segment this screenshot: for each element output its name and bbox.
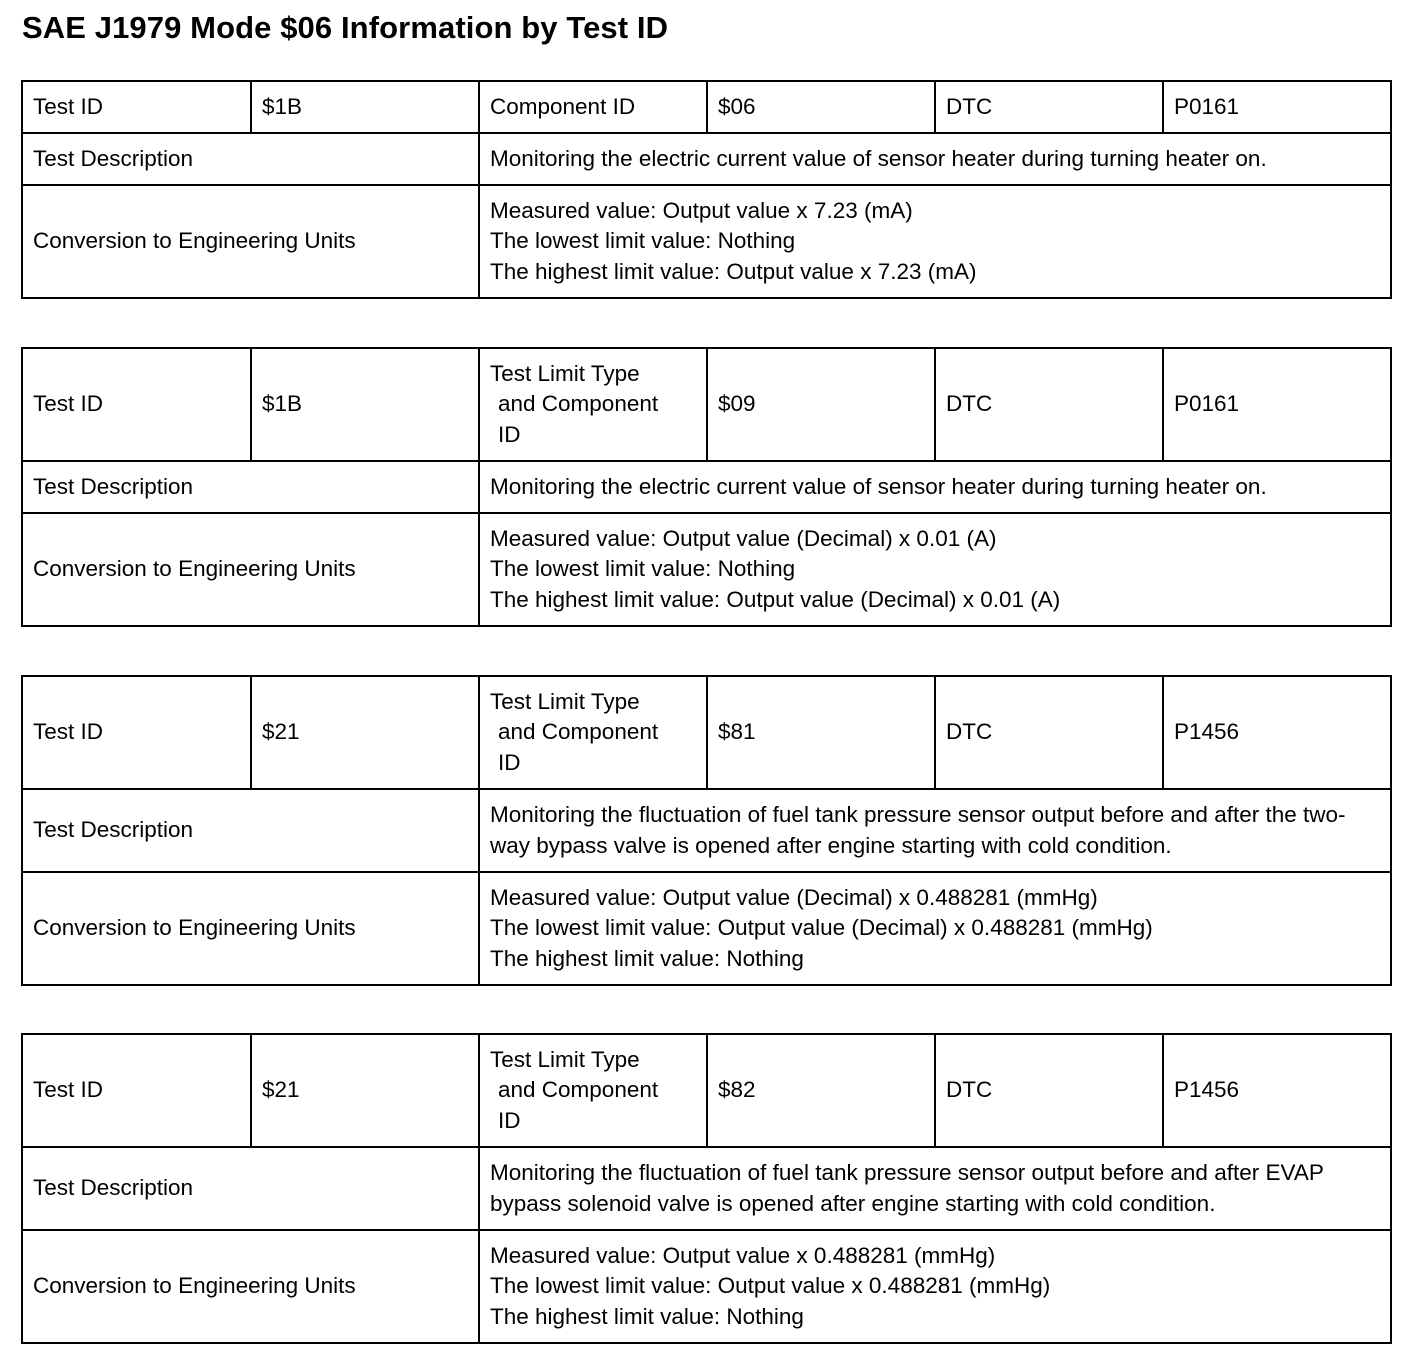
test-id-label: Test ID xyxy=(22,348,251,461)
conversion-value: Measured value: Output value (Decimal) x 0.488281 (mmHg) The lowest limit value: Output value (Decimal) x 0.488281 (mmHg) The highest limit value: Nothing xyxy=(479,872,1391,985)
conversion-label: Conversion to Engineering Units xyxy=(22,1230,479,1343)
test-limit-type-label xyxy=(479,1034,707,1147)
conversion-value: Measured value: Output value (Decimal) x 0.01 (A) The lowest limit value: Nothing The highest limit value: Output value (Decimal) x 0.01 (A) xyxy=(479,513,1391,626)
conversion-value: Measured value: Output value x 7.23 (mA) The lowest limit value: Nothing The highest limit value: Output value x 7.23 (mA) xyxy=(479,185,1391,298)
description-row xyxy=(22,133,1391,185)
test-description-label: Test Description xyxy=(22,133,479,185)
conversion-label: Conversion to Engineering Units xyxy=(22,872,479,985)
test-id-value: $21 xyxy=(251,676,479,789)
label-line: Test Limit Type xyxy=(490,688,640,714)
label-line: and Component xyxy=(498,719,659,745)
dtc-value: P1456 xyxy=(1163,676,1391,789)
component-id-value: $06 xyxy=(707,81,935,133)
component-id-value: $82 xyxy=(707,1034,935,1147)
conversion-row xyxy=(22,872,1391,985)
conversion-label: Conversion to Engineering Units xyxy=(22,185,479,298)
label-line: ID xyxy=(498,749,521,775)
test-description-value: Monitoring the fluctuation of fuel tank pressure sensor output before and after the two-way bypass valve is opened after engine starting with cold condition. xyxy=(479,789,1391,872)
conversion-value: Measured value: Output value x 0.488281 (mmHg) The lowest limit value: Output value x 0.488281 (mmHg) The highest limit value: Nothing xyxy=(479,1230,1391,1343)
test-id-value: $1B xyxy=(251,348,479,461)
label-line: Test Limit Type xyxy=(490,1046,640,1072)
test-description-value: Monitoring the electric current value of sensor heater during turning heater on. xyxy=(479,133,1391,185)
test-id-value: $21 xyxy=(251,1034,479,1147)
dtc-label: DTC xyxy=(935,81,1163,133)
test-limit-type-label xyxy=(479,676,707,789)
conversion-label: Conversion to Engineering Units xyxy=(22,513,479,626)
label-line: and Component xyxy=(498,391,659,417)
test-id-value: $1B xyxy=(251,81,479,133)
conversion-row xyxy=(22,185,1391,298)
test-description-value: Monitoring the fluctuation of fuel tank pressure sensor output before and after EVAP bypass solenoid valve is opened after engine starting with cold condition. xyxy=(479,1147,1391,1230)
label-line: ID xyxy=(498,421,521,447)
dtc-value: P0161 xyxy=(1163,81,1391,133)
test-limit-type-label xyxy=(479,348,707,461)
component-id-value: $09 xyxy=(707,348,935,461)
dtc-value: P0161 xyxy=(1163,348,1391,461)
test-description-label: Test Description xyxy=(22,1147,479,1230)
header-row xyxy=(22,81,1391,133)
header-row xyxy=(22,1034,1391,1147)
label-line: and Component xyxy=(498,1077,659,1103)
dtc-label: DTC xyxy=(935,676,1163,789)
test-info-table xyxy=(21,1033,1392,1344)
test-info-table xyxy=(21,80,1392,299)
page-title: SAE J1979 Mode $06 Information by Test ID xyxy=(22,10,669,45)
header-row xyxy=(22,348,1391,461)
test-info-table xyxy=(21,675,1392,986)
component-id-label: Component ID xyxy=(479,81,707,133)
component-id-value: $81 xyxy=(707,676,935,789)
test-id-label: Test ID xyxy=(22,1034,251,1147)
test-id-label: Test ID xyxy=(22,676,251,789)
dtc-value: P1456 xyxy=(1163,1034,1391,1147)
test-id-label: Test ID xyxy=(22,81,251,133)
conversion-row xyxy=(22,1230,1391,1343)
dtc-label: DTC xyxy=(935,1034,1163,1147)
description-row xyxy=(22,1147,1391,1230)
description-row xyxy=(22,461,1391,513)
test-description-label: Test Description xyxy=(22,461,479,513)
label-line: ID xyxy=(498,1107,521,1133)
description-row xyxy=(22,789,1391,872)
test-description-value: Monitoring the electric current value of sensor heater during turning heater on. xyxy=(479,461,1391,513)
conversion-row xyxy=(22,513,1391,626)
header-row xyxy=(22,676,1391,789)
test-info-table xyxy=(21,347,1392,627)
test-description-label: Test Description xyxy=(22,789,479,872)
dtc-label: DTC xyxy=(935,348,1163,461)
label-line: Test Limit Type xyxy=(490,360,640,386)
